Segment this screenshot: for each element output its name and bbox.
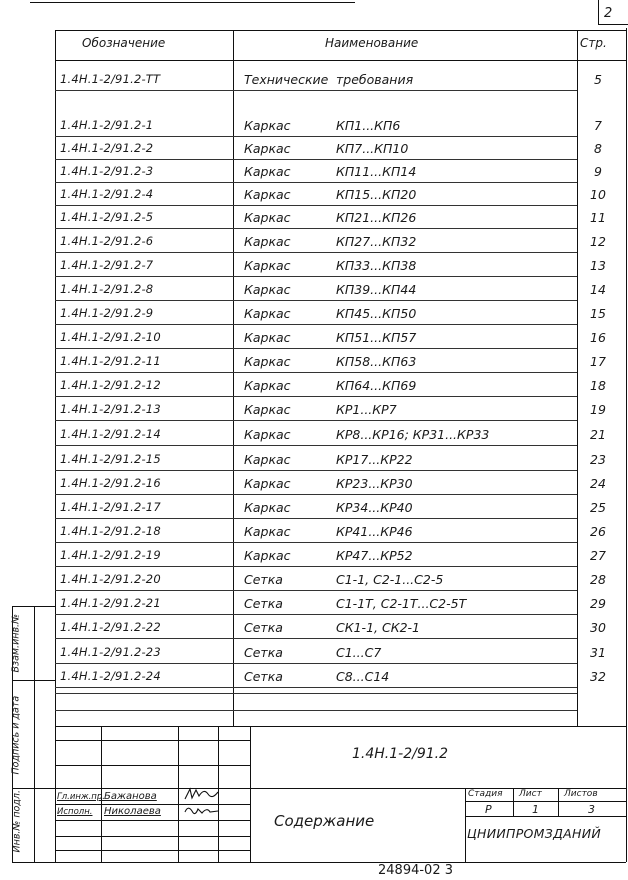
header-name: Наименование	[325, 36, 419, 50]
row-kind: Каркас	[244, 164, 291, 179]
row-designation: 1.4Н.1-2/91.2-4	[60, 187, 154, 201]
row-underline	[55, 182, 577, 183]
row-page: 21	[590, 427, 606, 442]
row-item: КП21...КП26	[336, 210, 417, 225]
tb-vline-7	[558, 788, 559, 816]
stage-label: Стадия	[468, 789, 503, 799]
row-underline	[55, 542, 577, 543]
row-kind: Каркас	[244, 330, 291, 345]
tb-stage-hdr-line	[465, 801, 626, 802]
row-item: КП15...КП20	[336, 187, 417, 202]
row-page: 11	[590, 210, 606, 225]
row-page: 8	[594, 141, 602, 156]
sheet-number: 2	[604, 6, 613, 21]
row-item: С1-1Т, С2-1Т...С2-5Т	[336, 596, 467, 611]
row-page: 10	[590, 187, 606, 202]
row-underline	[55, 420, 577, 421]
row-underline	[55, 614, 577, 615]
row-underline	[55, 566, 577, 567]
row-designation: 1.4Н.1-2/91.2-5	[60, 210, 154, 224]
header-underline	[55, 60, 626, 61]
row-underline	[55, 590, 577, 591]
row-underline	[55, 348, 577, 349]
role-1: Гл.инж.пр.	[57, 792, 105, 802]
tb-line-1	[55, 726, 626, 727]
row-name	[244, 645, 574, 660]
row-underline	[55, 518, 577, 519]
row-designation: 1.4Н.1-2/91.2-9	[60, 306, 154, 320]
row-item: КП27...КП32	[336, 234, 417, 249]
tb-line-3	[55, 765, 250, 766]
tb-vline-2	[178, 726, 179, 862]
row-name	[244, 234, 574, 249]
row-designation: 1.4Н.1-2/91.2-7	[60, 258, 154, 272]
tb-line-7	[55, 836, 250, 837]
frame-right	[626, 28, 627, 862]
row-designation: 1.4Н.1-2/91.2-11	[60, 354, 161, 368]
row-name	[244, 548, 574, 563]
doc-code: 1.4Н.1-2/91.2	[352, 746, 448, 762]
row-name	[244, 306, 574, 321]
organization: ЦНИИПРОМЗДАНИЙ	[467, 826, 601, 841]
row-designation: 1.4Н.1-2/91.2-22	[60, 620, 161, 634]
row-designation: 1.4Н.1-2/91.2-8	[60, 282, 154, 296]
row-item: КП39...КП44	[336, 282, 417, 297]
row-kind: Каркас	[244, 282, 291, 297]
row-page: 9	[594, 164, 602, 179]
tb-vline-4	[250, 726, 251, 862]
tb-line-8	[55, 850, 250, 851]
row-designation: 1.4Н.1-2/91.2-2	[60, 141, 154, 155]
signature-1	[182, 786, 222, 802]
row-page: 26	[590, 524, 606, 539]
row-designation: 1.4Н.1-2/91.2-1	[60, 118, 154, 132]
row-item: КР17...КР22	[336, 452, 413, 467]
row-underline	[55, 136, 577, 137]
empty-row-line	[55, 710, 577, 711]
row-page: 17	[590, 354, 606, 369]
side-label-inv-no: Инв.№ подл.	[11, 789, 23, 853]
row-name	[244, 187, 574, 202]
row-name	[244, 476, 574, 491]
row-item: КП51...КП57	[336, 330, 417, 345]
row-item: С1-1, С2-1...С2-5	[336, 572, 444, 587]
row-kind: Сетка	[244, 596, 283, 611]
row-name	[244, 452, 574, 467]
row-kind: Каркас	[244, 141, 291, 156]
corner-tab-bottom	[598, 24, 628, 25]
row-underline	[55, 228, 577, 229]
row-designation: 1.4Н.1-2/91.2-15	[60, 452, 161, 466]
row-kind: Каркас	[244, 210, 291, 225]
row-name	[244, 669, 574, 684]
row-name	[244, 282, 574, 297]
row-designation: 1.4Н.1-2/91.2-10	[60, 330, 161, 344]
row-kind: Каркас	[244, 548, 291, 563]
row-name	[244, 330, 574, 345]
row-underline	[55, 252, 577, 253]
signature-2	[182, 803, 222, 819]
row-underline	[55, 324, 577, 325]
row-page: 12	[590, 234, 606, 249]
side-label-signature-date: Подпись и дата	[10, 695, 22, 775]
row-page: 5	[594, 72, 602, 87]
row-designation: 1.4Н.1-2/91.2-23	[60, 645, 161, 659]
header-designation: Обозначение	[82, 36, 166, 50]
row-page: 14	[590, 282, 606, 297]
sheets-value: 3	[588, 803, 595, 816]
row-name	[244, 210, 574, 225]
row-underline	[55, 300, 577, 301]
frame-left	[55, 30, 56, 862]
row-kind: Каркас	[244, 524, 291, 539]
tb-vline-6	[513, 788, 514, 816]
row-underline	[55, 445, 577, 446]
row-page: 18	[590, 378, 606, 393]
sheet-label: Лист	[519, 789, 542, 799]
row-item: КП45...КП50	[336, 306, 417, 321]
row-name	[244, 524, 574, 539]
row-page: 15	[590, 306, 606, 321]
row-name	[244, 572, 574, 587]
row-page: 29	[590, 596, 606, 611]
row-underline	[55, 494, 577, 495]
row-item: С1...С7	[336, 645, 382, 660]
row-item: КП1...КП6	[336, 118, 401, 133]
tb-vline-5	[465, 788, 466, 862]
row-item: КП58...КП63	[336, 354, 417, 369]
row-designation: 1.4Н.1-2/91.2-21	[60, 596, 161, 610]
tb-line-6	[55, 820, 250, 821]
row-page: 27	[590, 548, 606, 563]
row-page: 32	[590, 669, 606, 684]
row-page: 25	[590, 500, 606, 515]
tb-stage-val-line	[465, 816, 626, 817]
person-2: Николаева	[104, 806, 161, 817]
row-name	[244, 427, 574, 442]
top-edge-line	[30, 2, 355, 3]
row-name	[244, 402, 574, 417]
row-designation: 1.4Н.1-2/91.2-20	[60, 572, 161, 586]
row-name	[244, 620, 574, 635]
row-page: 7	[594, 118, 602, 133]
row-designation: 1.4Н.1-2/91.2-24	[60, 669, 161, 683]
frame-bottom	[12, 862, 626, 863]
row-item: СК1-1, СК2-1	[336, 620, 420, 635]
row-kind: Каркас	[244, 476, 291, 491]
role-2: Исполн.	[57, 807, 93, 817]
row-page: 30	[590, 620, 606, 635]
row-designation: 1.4Н.1-2/91.2-12	[60, 378, 161, 392]
corner-tab-left	[598, 0, 599, 24]
row-name	[244, 500, 574, 515]
row-underline	[55, 638, 577, 639]
header-page: Стр.	[580, 36, 607, 50]
side-sep-2	[12, 788, 55, 789]
row-underline	[55, 687, 577, 688]
row-item: КР47...КР52	[336, 548, 413, 563]
sheet-value: 1	[532, 803, 539, 816]
row-kind: Сетка	[244, 645, 283, 660]
row-item: КР1...КР7	[336, 402, 397, 417]
row-page: 24	[590, 476, 606, 491]
row-underline	[55, 276, 577, 277]
row-page: 23	[590, 452, 606, 467]
row-kind: Каркас	[244, 306, 291, 321]
row-page: 19	[590, 402, 606, 417]
row-name	[244, 596, 574, 611]
row-name	[244, 118, 574, 133]
row-kind: Каркас	[244, 118, 291, 133]
row-item: С8...С14	[336, 669, 390, 684]
row-item: КР8...КР16; КР31...КР33	[336, 427, 490, 442]
row-item: КП33...КП38	[336, 258, 417, 273]
side-sep-1	[12, 680, 55, 681]
row-designation: 1.4Н.1-2/91.2-ТТ	[60, 72, 161, 86]
row-item: КР34...КР40	[336, 500, 413, 515]
row-name	[244, 141, 574, 156]
side-label-replace-inv: Взам.инв.№	[10, 614, 22, 673]
row-page: 16	[590, 330, 606, 345]
row-item: КП7...КП10	[336, 141, 409, 156]
person-1: Бажанова	[104, 791, 157, 802]
row-kind: Технические	[244, 72, 329, 87]
row-designation: 1.4Н.1-2/91.2-13	[60, 402, 161, 416]
row-kind: Каркас	[244, 378, 291, 393]
col-sep-2	[577, 30, 578, 726]
stage-value: Р	[485, 803, 492, 816]
row-designation: 1.4Н.1-2/91.2-3	[60, 164, 154, 178]
row-page: 13	[590, 258, 606, 273]
row-page: 31	[590, 645, 606, 660]
row-item: КР23...КР30	[336, 476, 413, 491]
row-page: 28	[590, 572, 606, 587]
side-col-mid	[34, 606, 35, 862]
row-kind: Каркас	[244, 402, 291, 417]
row-kind: Каркас	[244, 427, 291, 442]
empty-row-line	[55, 693, 577, 694]
row-name	[244, 378, 574, 393]
side-top	[12, 606, 55, 607]
row-designation: 1.4Н.1-2/91.2-6	[60, 234, 154, 248]
row-item: КП64...КП69	[336, 378, 417, 393]
row-name	[244, 164, 574, 179]
row-designation: 1.4Н.1-2/91.2-18	[60, 524, 161, 538]
row-kind: Каркас	[244, 234, 291, 249]
row-kind: Сетка	[244, 669, 283, 684]
row-designation: 1.4Н.1-2/91.2-17	[60, 500, 161, 514]
row-kind: Сетка	[244, 572, 283, 587]
row-name	[244, 258, 574, 273]
row-item: КР41...КР46	[336, 524, 413, 539]
row-kind: Каркас	[244, 258, 291, 273]
sheets-label: Листов	[564, 789, 598, 799]
row-underline	[55, 159, 577, 160]
row-name	[244, 72, 574, 87]
row-underline	[55, 372, 577, 373]
row-designation: 1.4Н.1-2/91.2-16	[60, 476, 161, 490]
row-name	[244, 354, 574, 369]
row-item: требования	[336, 72, 414, 87]
row-kind: Каркас	[244, 452, 291, 467]
row-underline	[55, 470, 577, 471]
tb-line-2	[55, 740, 250, 741]
row-kind: Каркас	[244, 187, 291, 202]
row-kind: Каркас	[244, 500, 291, 515]
row-underline	[55, 90, 577, 91]
row-underline	[55, 663, 577, 664]
frame-top	[55, 30, 626, 31]
footer-number: 24894-02 3	[378, 863, 453, 878]
row-underline	[55, 205, 577, 206]
doc-title: Содержание	[274, 812, 375, 830]
row-kind: Сетка	[244, 620, 283, 635]
row-underline	[55, 396, 577, 397]
row-designation: 1.4Н.1-2/91.2-19	[60, 548, 161, 562]
row-kind: Каркас	[244, 354, 291, 369]
col-sep-1	[233, 30, 234, 726]
row-item: КП11...КП14	[336, 164, 417, 179]
row-designation: 1.4Н.1-2/91.2-14	[60, 427, 161, 441]
